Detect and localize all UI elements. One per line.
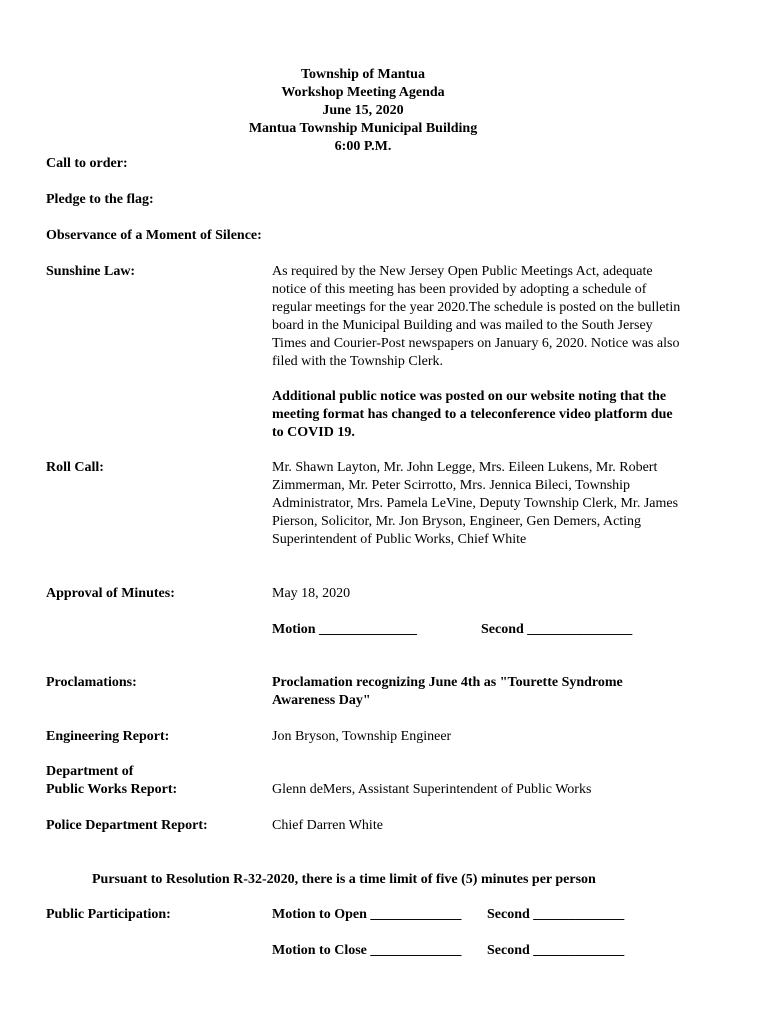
- engineering-report-text: Jon Bryson, Township Engineer: [272, 729, 452, 744]
- minutes-second: Second _______________: [481, 622, 633, 637]
- meeting-date: June 15, 2020: [322, 103, 404, 118]
- public-participation-label: Public Participation:: [46, 907, 171, 922]
- proclamations-label: Proclamations:: [46, 675, 137, 690]
- agenda-title: Workshop Meeting Agenda: [281, 85, 445, 100]
- second-open: Second _____________: [487, 907, 625, 922]
- call-to-order-label: Call to order:: [46, 156, 128, 171]
- minutes-date: May 18, 2020: [272, 586, 351, 601]
- minutes-motion: Motion ______________: [272, 622, 418, 637]
- pledge-label: Pledge to the flag:: [46, 192, 154, 207]
- engineering-report-label: Engineering Report:: [46, 729, 170, 744]
- sunshine-law-text: As required by the New Jersey Open Public Meetings Act, adequate notice of this meeting has been provided by adopting a schedule of regular meetings for the year 2020.The schedule is posted on the bulletin board in the Municipal Building and was mailed to the South Jersey Times and Courier-Post newspapers on January 6, 2020. Notice was also filed with the Township Clerk.: [272, 264, 681, 369]
- police-report-label: Police Department Report:: [46, 818, 208, 833]
- dpw-report-text: Glenn deMers, Assistant Superintendent of Public Works: [272, 782, 592, 797]
- time-limit-notice: Pursuant to Resolution R-32-2020, there is a time limit of five (5) minutes per person: [92, 872, 596, 887]
- proclamations-text: Proclamation recognizing June 4th as "Tourette Syndrome Awareness Day": [272, 675, 623, 708]
- meeting-time: 6:00 P.M.: [334, 139, 392, 154]
- second-close: Second _____________: [487, 943, 625, 958]
- roll-call-text: Mr. Shawn Layton, Mr. John Legge, Mrs. Eileen Lukens, Mr. Robert Zimmerman, Mr. Peter Scirrotto, Mrs. Jennica Bileci, Township Administrator, Mrs. Pamela LeVine, Deputy Township Clerk, Mr. James Pierson, Solicitor, Mr. Jon Bryson, Engineer, Gen Demers, Acting Superintendent of Public Works, Chief White: [272, 460, 679, 547]
- motion-to-open: Motion to Open _____________: [272, 907, 462, 922]
- approval-of-minutes-label: Approval of Minutes:: [46, 586, 175, 601]
- roll-call-label: Roll Call:: [46, 460, 104, 475]
- police-report-text: Chief Darren White: [272, 818, 383, 833]
- township-name: Township of Mantua: [301, 67, 425, 82]
- moment-of-silence-label: Observance of a Moment of Silence:: [46, 228, 262, 243]
- agenda-header: [0, 66, 726, 156]
- dpw-label-line2: Public Works Report:: [46, 782, 178, 797]
- dpw-label-line1: Department of: [46, 764, 134, 779]
- meeting-location: Mantua Township Municipal Building: [248, 121, 478, 136]
- sunshine-law-label: Sunshine Law:: [46, 264, 136, 279]
- motion-to-close: Motion to Close _____________: [272, 943, 462, 958]
- additional-notice-text: Additional public notice was posted on our website noting that the meeting format has changed to a teleconference video platform due to COVID 19.: [272, 389, 673, 440]
